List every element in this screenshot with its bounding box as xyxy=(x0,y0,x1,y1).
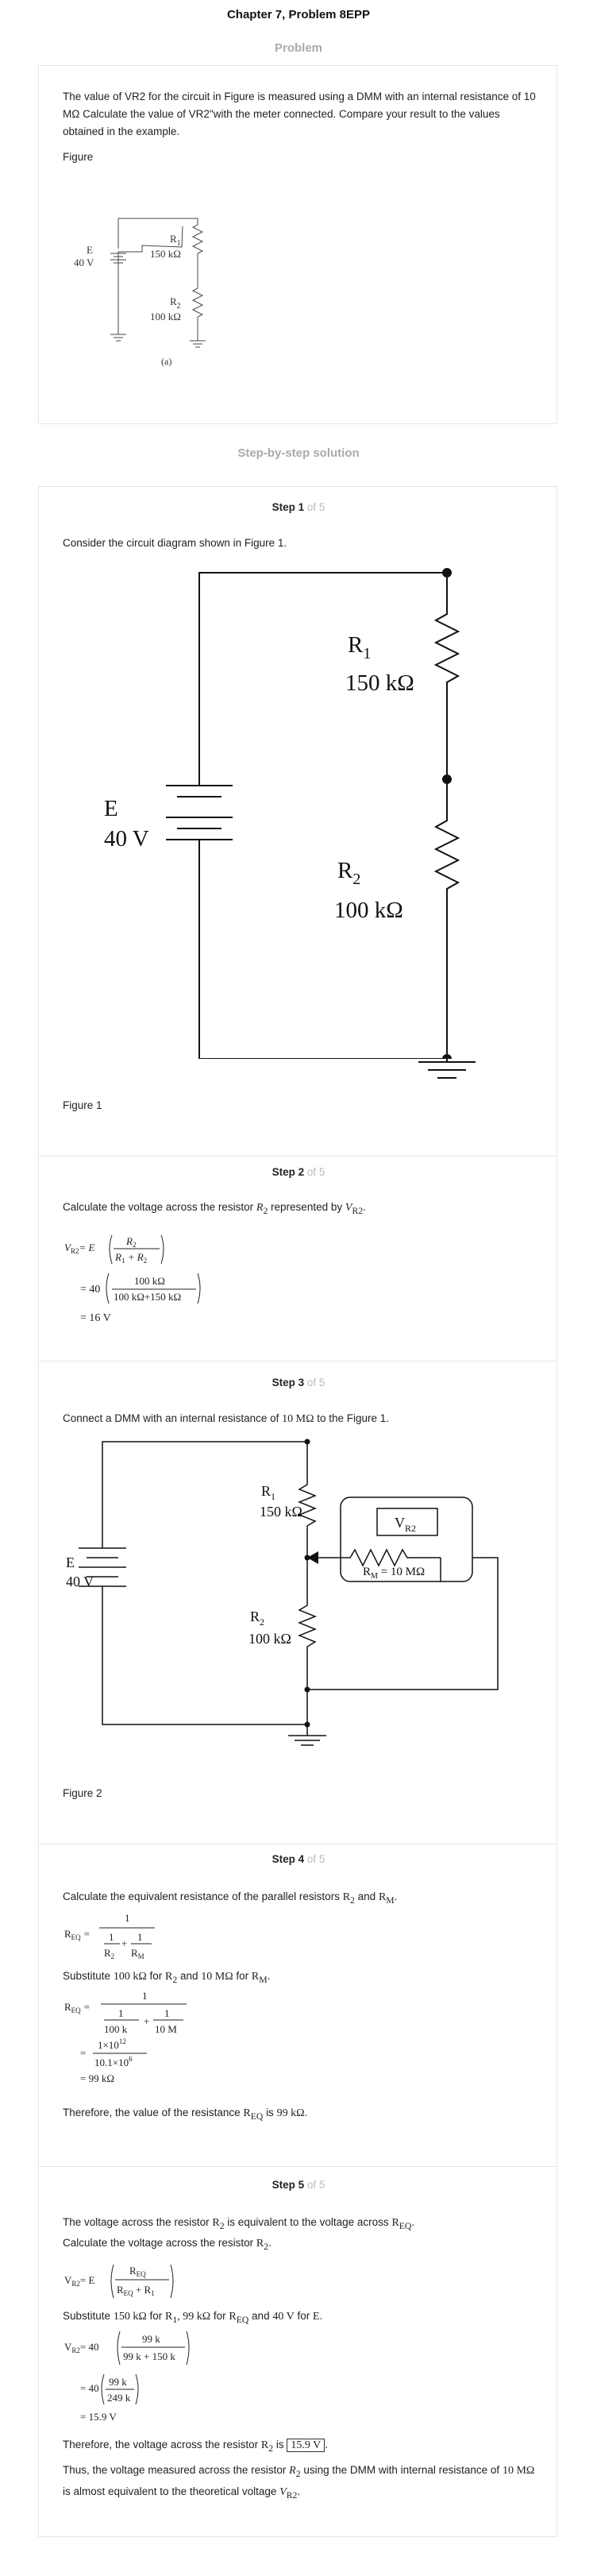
svg-text:= 99 kΩ: = 99 kΩ xyxy=(80,2072,114,2084)
step5-equation-2 xyxy=(63,2328,253,2431)
step3-caption: Figure 2 xyxy=(63,1787,102,1799)
svg-text:REQ: $R_{EQ}$ xyxy=(129,2265,146,2278)
step4-therefore: Therefore, the value of the resistance $R_{EQ}$ is 99 kΩ. xyxy=(63,2107,308,2122)
svg-text:10 M: 10 M xyxy=(155,2023,177,2035)
fig-r2-label: $R_2$ xyxy=(170,295,181,311)
svg-text:REQ + R1: $R_{EQ} + R_1$ xyxy=(117,2284,155,2297)
svg-text:99 k: 99 k xyxy=(142,2333,160,2345)
step1-e-value: 40 V xyxy=(104,826,149,852)
solution-card xyxy=(38,486,557,2537)
step5-text1: The voltage across the resistor $R_2$ is equivalent to the voltage across $R_{EQ}$. xyxy=(63,2216,415,2231)
step5-equation-1 xyxy=(63,2257,237,2304)
step1-circuit-figure xyxy=(58,503,534,1059)
step1-e-label: E xyxy=(104,796,118,821)
svg-text:=: = xyxy=(80,2047,87,2059)
svg-text:RM: $R_M$ xyxy=(131,1947,144,1960)
step5-answer-box: 15.9 V xyxy=(287,2439,325,2452)
step1-title: Step 1 of 5 xyxy=(272,501,325,513)
page-title: Chapter 7, Problem 8EPP xyxy=(226,8,371,21)
step4-title: Step 4 of 5 xyxy=(272,1853,325,1865)
step1-ground-symbol xyxy=(407,1045,487,1084)
step2-equation xyxy=(63,1219,301,1330)
problem-text: The value of VR2 for the circuit in Figure is measured using a DMM with an internal resistance of 10 MΩ Calculate the value of VR2"with the meter connected. Compare your result to the values obtained in the example. xyxy=(63,91,536,137)
step1-r2-value: 100 kΩ xyxy=(334,898,403,923)
step4-text: Calculate the equivalent resistance of the parallel resistors $R_2$ and $R_M$. xyxy=(63,1890,398,1906)
step3-r1-label: $R_1$ xyxy=(261,1483,276,1502)
svg-text:10.1×106: $10.1\times 10^6$ xyxy=(94,2055,133,2068)
step5-conclusion: Thus, the voltage measured across the resistor $R_2$ using the DMM with internal resistance of 10 MΩ is almost equivalent to the theoretical voltage $V_{R2}$. xyxy=(63,2464,535,2501)
svg-text:REQ=: $R_{EQ}$ = xyxy=(64,2001,91,2014)
step5-text2: Calculate the voltage across the resistor $R_2$. xyxy=(63,2237,272,2252)
svg-text:249 k: 249 k xyxy=(107,2392,131,2404)
svg-text:1×1012: $1\times 10^{12}$ xyxy=(98,2037,126,2051)
step3-circuit-figure xyxy=(63,1431,507,1764)
svg-text:1: 1 xyxy=(109,1931,114,1943)
step3-e-label: E xyxy=(66,1554,75,1570)
step5-substitute: Substitute 150 kΩ for $R_1$, 99 kΩ for $R_{EQ}$ and 40 V for E. xyxy=(63,2310,323,2325)
svg-text:= 15.9 V: = 15.9 V xyxy=(80,2411,117,2423)
step1-r2-label: $R_2$ xyxy=(337,858,361,888)
svg-text:1: 1 xyxy=(142,1990,148,2002)
problem-heading: Problem xyxy=(274,41,322,55)
fig-r1-value: 150 kΩ xyxy=(150,248,181,260)
svg-text:VR2= 40: $V_{R2}= 40$ xyxy=(64,2341,99,2354)
step2-title: Step 2 of 5 xyxy=(272,1166,325,1178)
problem-circuit-figure xyxy=(63,168,253,406)
svg-text:100 kΩ+150 kΩ: 100 kΩ+150 kΩ xyxy=(114,1291,182,1303)
fig-caption: (a) xyxy=(161,356,172,367)
svg-text:+: + xyxy=(121,1937,128,1949)
step3-text: Connect a DMM with an internal resistance of 10 MΩ to the Figure 1. xyxy=(63,1412,390,1425)
svg-text:100 k: 100 k xyxy=(104,2023,128,2035)
step3-vr2-label: $V_{R2}$ xyxy=(395,1515,417,1534)
svg-text:99 k: 99 k xyxy=(109,2376,127,2388)
svg-text:REQ=: $R_{EQ}$ = xyxy=(64,1928,91,1941)
svg-text:+: + xyxy=(144,2015,150,2027)
svg-text:VR2= E: $V_{R2}= E$ xyxy=(64,1242,95,1255)
step1-r1-label: $R_1$ xyxy=(348,632,372,662)
step2-text: Calculate the voltage across the resistor $R_2$ represented by $V_{R2}$. xyxy=(63,1201,366,1216)
solution-heading: Step-by-step solution xyxy=(237,446,360,460)
svg-text:1: 1 xyxy=(125,1912,130,1924)
svg-text:R2: $R_2$ xyxy=(104,1947,115,1960)
step3-title: Step 3 of 5 xyxy=(272,1377,325,1388)
step4-substitute: Substitute 100 kΩ for $R_2$ and 10 MΩ for $R_M$. xyxy=(63,1970,271,1985)
svg-text:= 16 V: = 16 V xyxy=(80,1312,111,1324)
step3-r1-value: 150 kΩ xyxy=(260,1504,302,1520)
fig-r2-value: 100 kΩ xyxy=(150,311,181,322)
fig-e-value: 40 V xyxy=(74,257,94,268)
problem-card xyxy=(38,65,557,424)
svg-text:1: 1 xyxy=(118,2007,124,2019)
step4-equation-2 xyxy=(63,1988,253,2107)
step5-therefore: Therefore, the voltage across the resistor $R_2$ is 15.9 V . xyxy=(63,2439,328,2454)
svg-text:99 k + 150 k: 99 k + 150 k xyxy=(123,2350,175,2362)
step1-text: Consider the circuit diagram shown in Figure 1. xyxy=(63,537,287,549)
fig-e-label: E xyxy=(87,244,93,256)
step3-r2-value: 100 kΩ xyxy=(248,1631,291,1647)
svg-text:R1 + R2: $R_1 + R_2$ xyxy=(115,1251,148,1265)
svg-text:100 kΩ: 100 kΩ xyxy=(134,1275,165,1287)
svg-text:VR2= E: $V_{R2}= E$ xyxy=(64,2274,95,2288)
problem-figure-label: Figure xyxy=(63,151,94,163)
svg-text:= 40: = 40 xyxy=(80,2382,99,2394)
step3-r2-label: $R_2$ xyxy=(250,1609,265,1628)
step3-rm-label: $R_M = 10$ MΩ xyxy=(363,1566,426,1581)
svg-text:R2: $R_2$ xyxy=(126,1235,137,1249)
svg-text:= 40: = 40 xyxy=(80,1284,101,1296)
step4-equation-1 xyxy=(63,1909,221,1964)
step3-e-value: 40 V xyxy=(66,1574,94,1589)
step5-title: Step 5 of 5 xyxy=(272,2179,325,2191)
step1-r1-value: 150 kΩ xyxy=(345,670,414,696)
svg-text:1: 1 xyxy=(137,1931,143,1943)
svg-text:1: 1 xyxy=(164,2007,170,2019)
step1-caption: Figure 1 xyxy=(63,1099,102,1111)
fig-r1-label: $R_1$ xyxy=(170,233,181,248)
